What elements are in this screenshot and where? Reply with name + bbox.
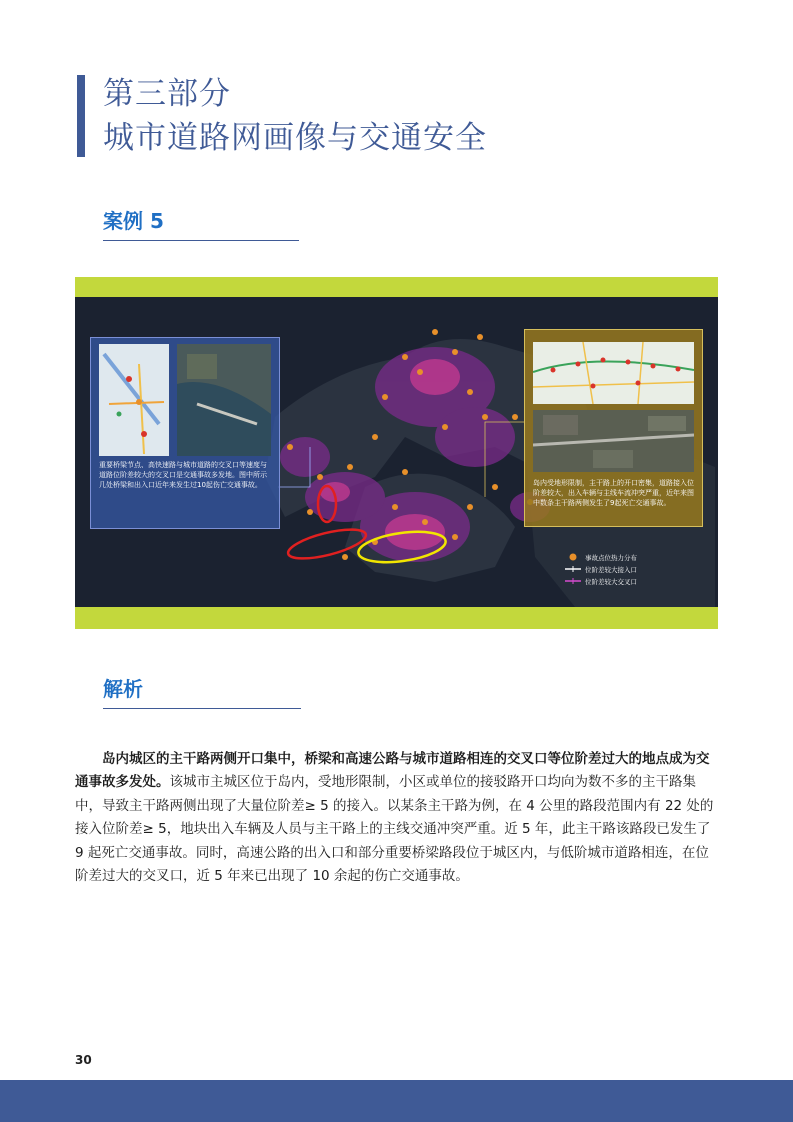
- white-line-icon: [565, 566, 581, 572]
- part-label: 第三部分: [103, 76, 231, 112]
- inset-satellite-left: [177, 344, 271, 456]
- page-number: 30: [75, 1053, 92, 1067]
- analysis-lead: 岛内城区的主干路两侧开口集中，桥梁和高速公路与城市道路相连的交叉口等位阶差过大的地点成为交通事故多发处。: [75, 751, 710, 791]
- right-inset-panel: [524, 329, 703, 527]
- magenta-line-icon: [565, 578, 581, 584]
- legend-item: [565, 563, 637, 575]
- left-inset-caption: 重要桥梁节点、高快速路与城市道路的交叉口等速度与道路位阶差较大的交叉口是交通事故多发地。图中所示几处桥梁和出入口近年来发生过10起伤亡交通事故。: [99, 461, 267, 489]
- case-figure: [75, 277, 718, 629]
- inset-satellite-right: [533, 410, 694, 472]
- orange-dot-icon: [565, 553, 581, 561]
- inset-road-network: [533, 342, 694, 404]
- right-inset-caption: 岛内受地形限制，主干路上的开口密集，道路接入位阶差较大，出入车辆与主线车流冲突严重，近年来图中数条主干路两侧发生了9起死亡交通事故。: [533, 479, 694, 507]
- case-heading-underline: [103, 240, 299, 241]
- highlight-interchange-zone: [286, 524, 369, 565]
- page-title: [103, 72, 487, 160]
- analysis-paragraph: [75, 748, 720, 888]
- left-inset-panel: [90, 337, 280, 529]
- heat-map: [75, 297, 718, 607]
- analysis-body: 该城市主城区位于岛内，受地形限制，小区或单位的接驳路开口均向为数不多的主干路集中，导致主干路两侧出现了大量位阶差≥ 5 的接入。以某条主干路为例，在 4 公里的路段范围内有 22 处的接入位阶差≥ 5，地块出入车辆及人员与主干路上的主线交通冲突严重。近 5 年，此主干路该路段已发生了 9 起死亡交通事故。同时，高速公路的出入口和部分重要桥梁路段位于城区内，与低阶城市道路相连，在位阶差过大的交叉口，近 5 年来已出现了 10 余起的伤亡交通事故。: [75, 774, 714, 885]
- analysis-heading: 解析: [103, 677, 143, 701]
- part-title-text: 城市道路网画像与交通安全: [103, 120, 487, 156]
- inset-map-left: [99, 344, 169, 456]
- satellite-image-left: [177, 344, 271, 456]
- inset-road-diagram: [99, 344, 169, 456]
- footer-band: [0, 1080, 793, 1122]
- case-heading: 案例 5: [103, 209, 164, 233]
- satellite-image-right: [533, 410, 694, 472]
- legend-label: 位阶差较大交叉口: [585, 577, 637, 586]
- map-legend: [565, 551, 637, 587]
- legend-item: [565, 575, 637, 587]
- inset-map-right: [533, 342, 694, 404]
- legend-item: [565, 551, 637, 563]
- analysis-heading-underline: [103, 708, 301, 709]
- legend-label: 事故点位热力分布: [585, 553, 637, 562]
- section-accent-bar: [77, 75, 85, 157]
- legend-label: 位阶差较大接入口: [585, 565, 637, 574]
